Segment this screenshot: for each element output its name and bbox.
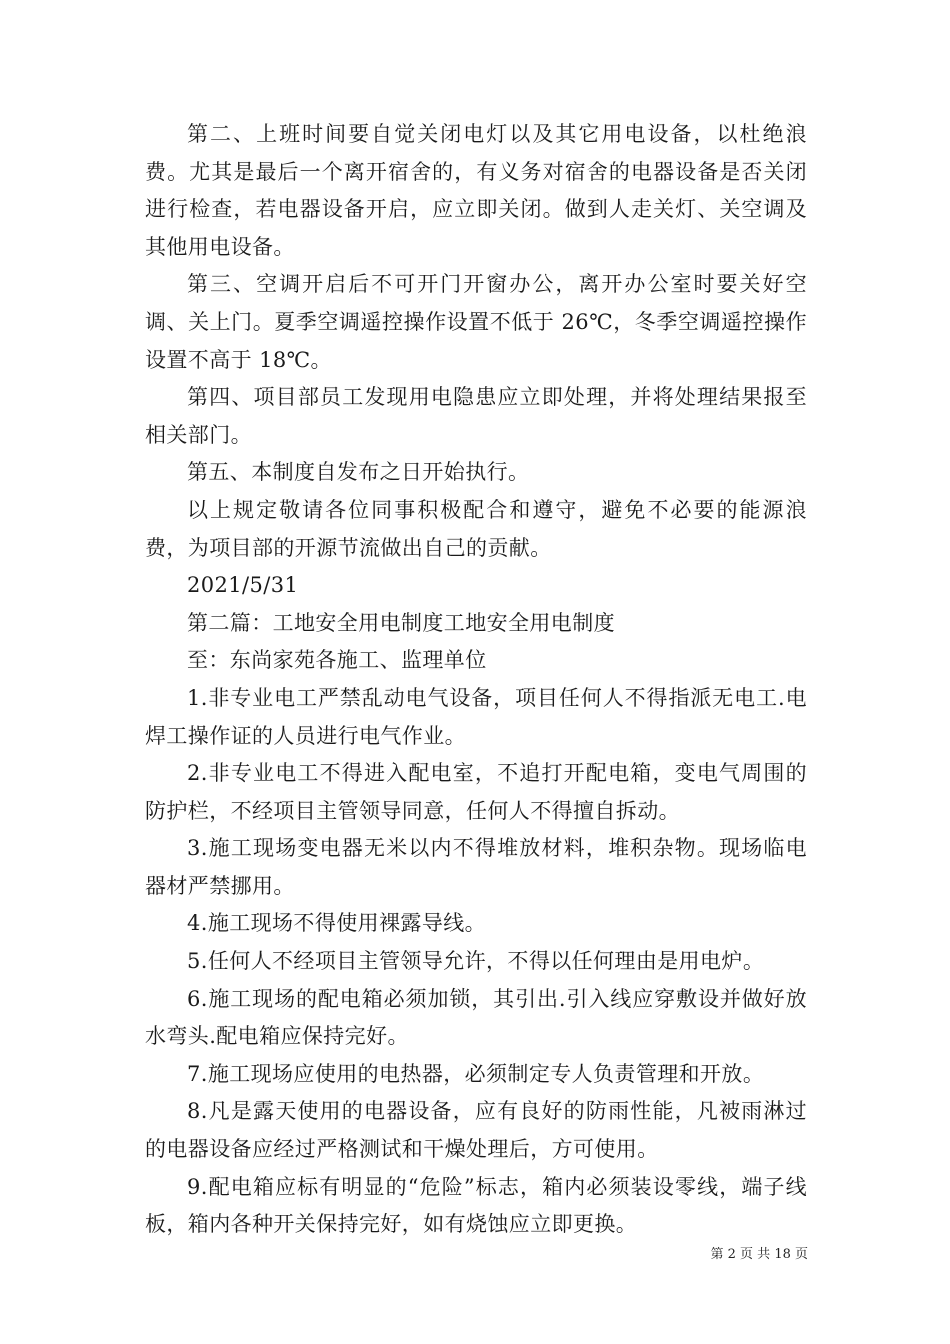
rule-item: 8.凡是露天使用的电器设备，应有良好的防雨性能，凡被雨淋过的电器设备应经过严格测试和干燥处理后，方可使用。	[145, 1099, 807, 1162]
paragraph: 第四、项目部员工发现用电隐患应立即处理，并将处理结果报至相关部门。	[145, 385, 807, 447]
paragraph: 第三、空调开启后不可开门开窗办公，离开办公室时要关好空调、关上门。夏季空调遥控操作设置不低于 26℃，冬季空调遥控操作设置不高于 18℃。	[145, 272, 807, 372]
date-line: 2021/5/31	[187, 573, 299, 598]
rule-item: 6.施工现场的配电箱必须加锁，其引出.引入线应穿敷设并做好放水弯头.配电箱应保持完好。	[145, 986, 807, 1049]
rule-item: 3.施工现场变电器无米以内不得堆放材料，堆积杂物。现场临电器材严禁挪用。	[145, 836, 807, 898]
page-number: 第 2 页 共 18 页	[710, 1247, 808, 1262]
rule-item: 5.任何人不经项目主管领导允许，不得以任何理由是用电炉。	[187, 949, 765, 974]
paragraph: 第二、上班时间要自觉关闭电灯以及其它用电设备，以杜绝浪费。尤其是最后一个离开宿舍的，有义务对宿舍的电器设备是否关闭进行检查，若电器设备开启，应立即关闭。做到人走关灯、关空调及其他用电设备。	[145, 122, 807, 259]
rule-item: 7.施工现场应使用的电热器，必须制定专人负责管理和开放。	[187, 1061, 765, 1086]
paragraph: 以上规定敬请各位同事积极配合和遵守，避免不必要的能源浪费，为项目部的开源节流做出自己的贡献。	[145, 497, 807, 560]
rule-item: 1.非专业电工严禁乱动电气设备，项目任何人不得指派无电工.电焊工操作证的人员进行电气作业。	[145, 685, 807, 748]
recipient-line: 至：东尚家苑各施工、监理单位	[187, 648, 487, 673]
rule-item: 9.配电箱应标有明显的“危险”标志，箱内必须装设零线，端子线板，箱内各种开关保持完好，如有烧蚀应立即更换。	[145, 1174, 807, 1237]
section-title: 第二篇：工地安全用电制度工地安全用电制度	[187, 610, 615, 635]
document-body	[145, 116, 807, 1244]
rule-item: 2.非专业电工不得进入配电室，不追打开配电箱，变电气周围的防护栏，不经项目主管领导同意，任何人不得擅自拆动。	[145, 761, 807, 823]
rule-item: 4.施工现场不得使用裸露导线。	[187, 911, 487, 936]
paragraph: 第五、本制度自发布之日开始执行。	[187, 460, 530, 485]
